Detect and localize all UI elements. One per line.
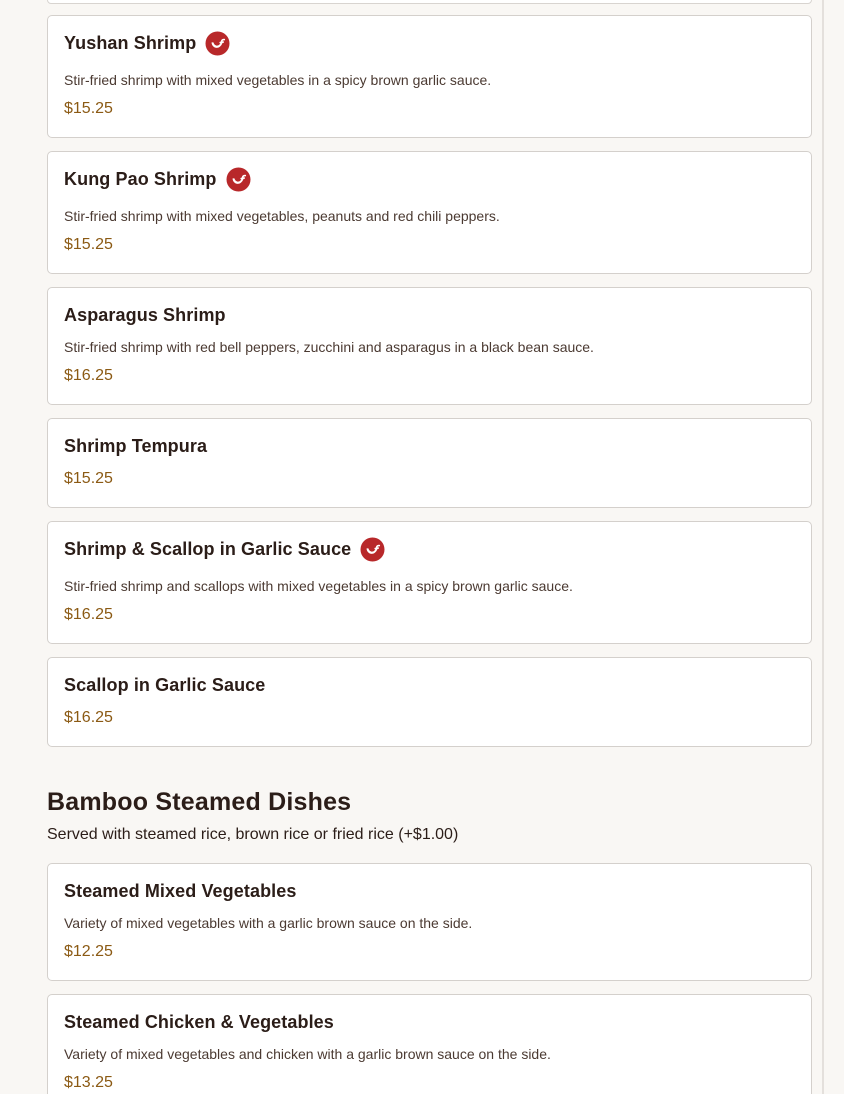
menu-item-name: Steamed Chicken & Vegetables: [64, 1012, 334, 1032]
menu-item-name: Shrimp Tempura: [64, 436, 208, 456]
menu-item-price: $15.25: [64, 236, 113, 253]
chili-pepper-icon: [226, 167, 251, 192]
menu-item-header: [64, 433, 795, 460]
menu-item-name: Asparagus Shrimp: [64, 305, 226, 325]
menu-item-price: $15.25: [64, 470, 113, 487]
chili-pepper-icon: [205, 31, 230, 56]
menu-item-name: Kung Pao Shrimp: [64, 169, 217, 189]
menu-item-price: $12.25: [64, 943, 113, 960]
menu-item-price: $15.25: [64, 100, 113, 117]
menu-item-name: Scallop in Garlic Sauce: [64, 675, 266, 695]
menu-item-card[interactable]: [47, 15, 812, 138]
previous-menu-item-card[interactable]: [47, 0, 812, 4]
menu-item-header: [64, 30, 795, 57]
menu-item-header: [64, 1009, 795, 1036]
menu-item-description: Stir-fried shrimp and scallops with mixed vegetables in a spicy brown garlic sauce.: [64, 578, 573, 594]
menu-item-card[interactable]: [47, 521, 812, 644]
menu-item-price: $13.25: [64, 1074, 113, 1091]
menu-item-price: $16.25: [64, 709, 113, 726]
menu-item-header: [64, 878, 795, 905]
menu-item-card[interactable]: [47, 418, 812, 508]
chili-pepper-icon: [360, 537, 385, 562]
menu-item-description: Stir-fried shrimp with red bell peppers, zucchini and asparagus in a black bean sauce.: [64, 339, 594, 355]
section-subtitle: Served with steamed rice, brown rice or fried rice (+$1.00): [47, 826, 459, 843]
menu-item-price: $16.25: [64, 606, 113, 623]
menu-item-description: Variety of mixed vegetables with a garlic brown sauce on the side.: [64, 915, 473, 931]
menu-item-description: Variety of mixed vegetables and chicken with a garlic brown sauce on the side.: [64, 1046, 551, 1062]
menu-item-card[interactable]: [47, 994, 812, 1094]
menu-item-card[interactable]: [47, 287, 812, 405]
menu-item-header: [64, 302, 795, 329]
menu-item-header: [64, 166, 795, 193]
page-right-divider: [822, 0, 824, 1094]
menu-item-card[interactable]: [47, 151, 812, 274]
menu-item-name: Yushan Shrimp: [64, 33, 197, 53]
menu-item-description: Stir-fried shrimp with mixed vegetables in a spicy brown garlic sauce.: [64, 72, 492, 88]
menu-item-name: Steamed Mixed Vegetables: [64, 881, 297, 901]
menu-item-name: Shrimp & Scallop in Garlic Sauce: [64, 539, 352, 559]
menu-item-header: [64, 536, 795, 563]
menu-item-price: $16.25: [64, 367, 113, 384]
menu-item-card[interactable]: [47, 863, 812, 981]
section-title: Bamboo Steamed Dishes: [47, 788, 352, 816]
menu-item-card[interactable]: [47, 657, 812, 747]
menu-item-description: Stir-fried shrimp with mixed vegetables, peanuts and red chili peppers.: [64, 208, 500, 224]
menu-column: [47, 15, 812, 1094]
menu-item-header: [64, 672, 795, 699]
